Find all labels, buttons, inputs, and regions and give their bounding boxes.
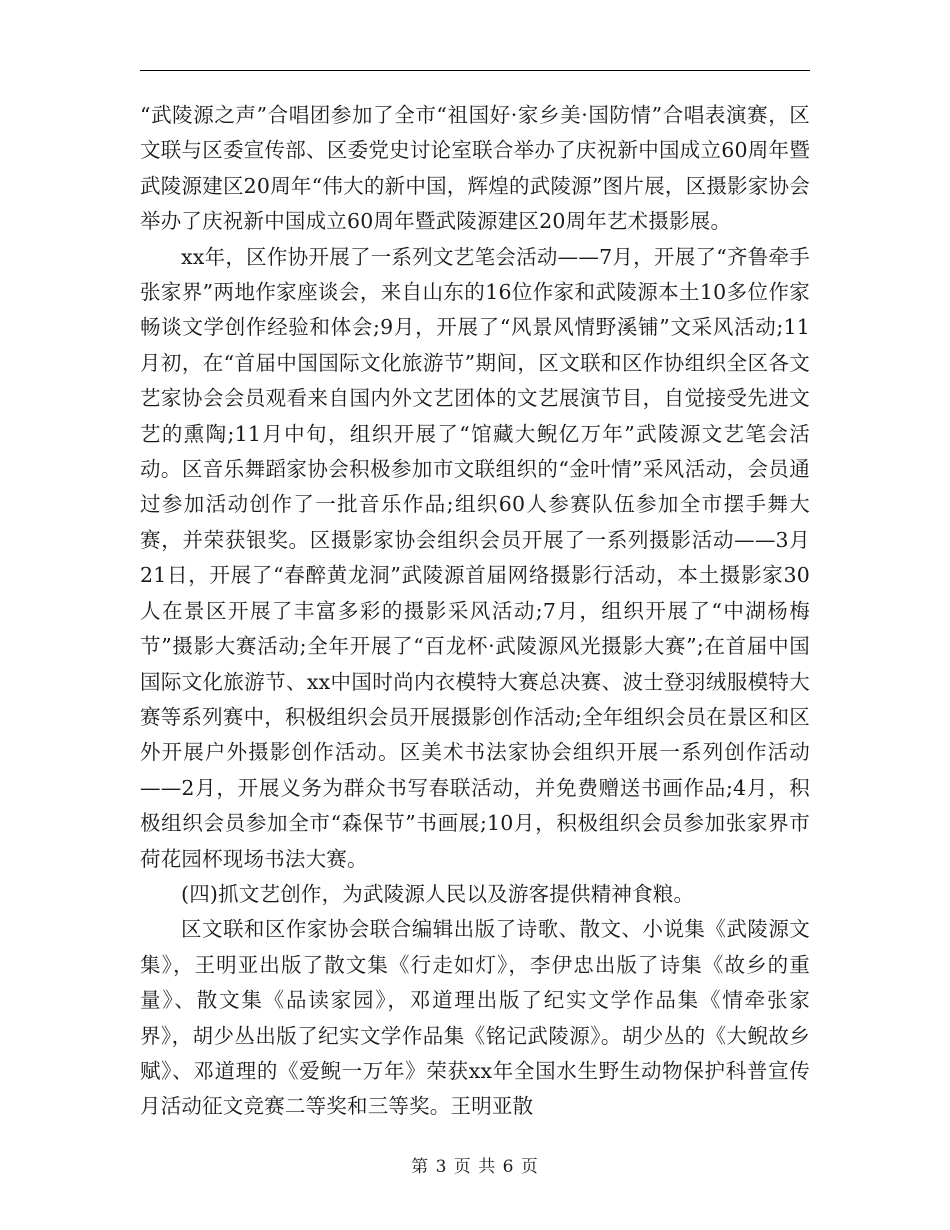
- header-rule: [140, 70, 810, 71]
- section-heading: (四)抓文艺创作，为武陵源人民以及游客提供精神食粮。: [181, 881, 695, 906]
- paragraph-1: “武陵源之声”合唱团参加了全市“祖国好·家乡美·国防情”合唱表演赛，区文联与区委宣传部、区委党史讨论室联合举办了庆祝新中国成立60周年暨武陵源建区20周年“伟大的新中国，辉煌的武陵源”图片展，区摄影家协会举办了庆祝新中国成立60周年暨武陵源建区20周年艺术摄影展。: [140, 103, 810, 234]
- page-number: 第 3 页 共 6 页: [411, 1157, 539, 1177]
- paragraph-2: xx年，区作协开展了一系列文艺笔会活动——7月，开展了“齐鲁牵手张家界”两地作家座谈会，来自山东的16位作家和武陵源本土10多位作家畅谈文学创作经验和体会;9月，开展了“风景风情野溪铺”文采风活动;11月初，在“首届中国国际文化旅游节”期间，区文联和区作协组织全区各文艺家协会会员观看来自国内外文艺团体的文艺展演节目，自觉接受先进文艺的熏陶;11月中旬，组织开展了“馆藏大鲵亿万年”武陵源文艺笔会活动。区音乐舞蹈家协会积极参加市文联组织的“金叶情”采风活动，会员通过参加活动创作了一批音乐作品;组织60人参赛队伍参加全市摆手舞大赛，并荣获银奖。区摄影家协会组织会员开展了一系列摄影活动——3月21日，开展了“春醉黄龙洞”武陵源首届网络摄影行活动，本土摄影家30人在景区开展了丰富多彩的摄影采风活动;7月，组织开展了“中湖杨梅节”摄影大赛活动;全年开展了“百龙杯·武陵源风光摄影大赛”;在首届中国国际文化旅游节、xx中国时尚内衣模特大赛总决赛、波士登羽绒服模特大赛等系列赛中，积极组织会员开展摄影创作活动;全年组织会员在景区和区外开展户外摄影创作活动。区美术书法家协会组织开展一系列创作活动——2月，开展义务为群众书写春联活动，并免费赠送书画作品;4月，积极组织会员参加全市“森保节”书画展;10月，积极组织会员参加张家界市荷花园杯现场书法大赛。: [140, 244, 810, 871]
- document-body: [140, 98, 810, 1125]
- paragraph-4: 区文联和区作家协会联合编辑出版了诗歌、散文、小说集《武陵源文集》，王明亚出版了散文集《行走如灯》，李伊忠出版了诗集《故乡的重量》、散文集《品读家园》，邓道理出版了纪实文学作品集《情牵张家界》，胡少丛出版了纪实文学作品集《铭记武陵源》。胡少丛的《大鲵故乡赋》、邓道理的《爱鲵一万年》荣获xx年全国水生野生动物保护科普宣传月活动征文竞赛二等奖和三等奖。王明亚散: [140, 917, 810, 1119]
